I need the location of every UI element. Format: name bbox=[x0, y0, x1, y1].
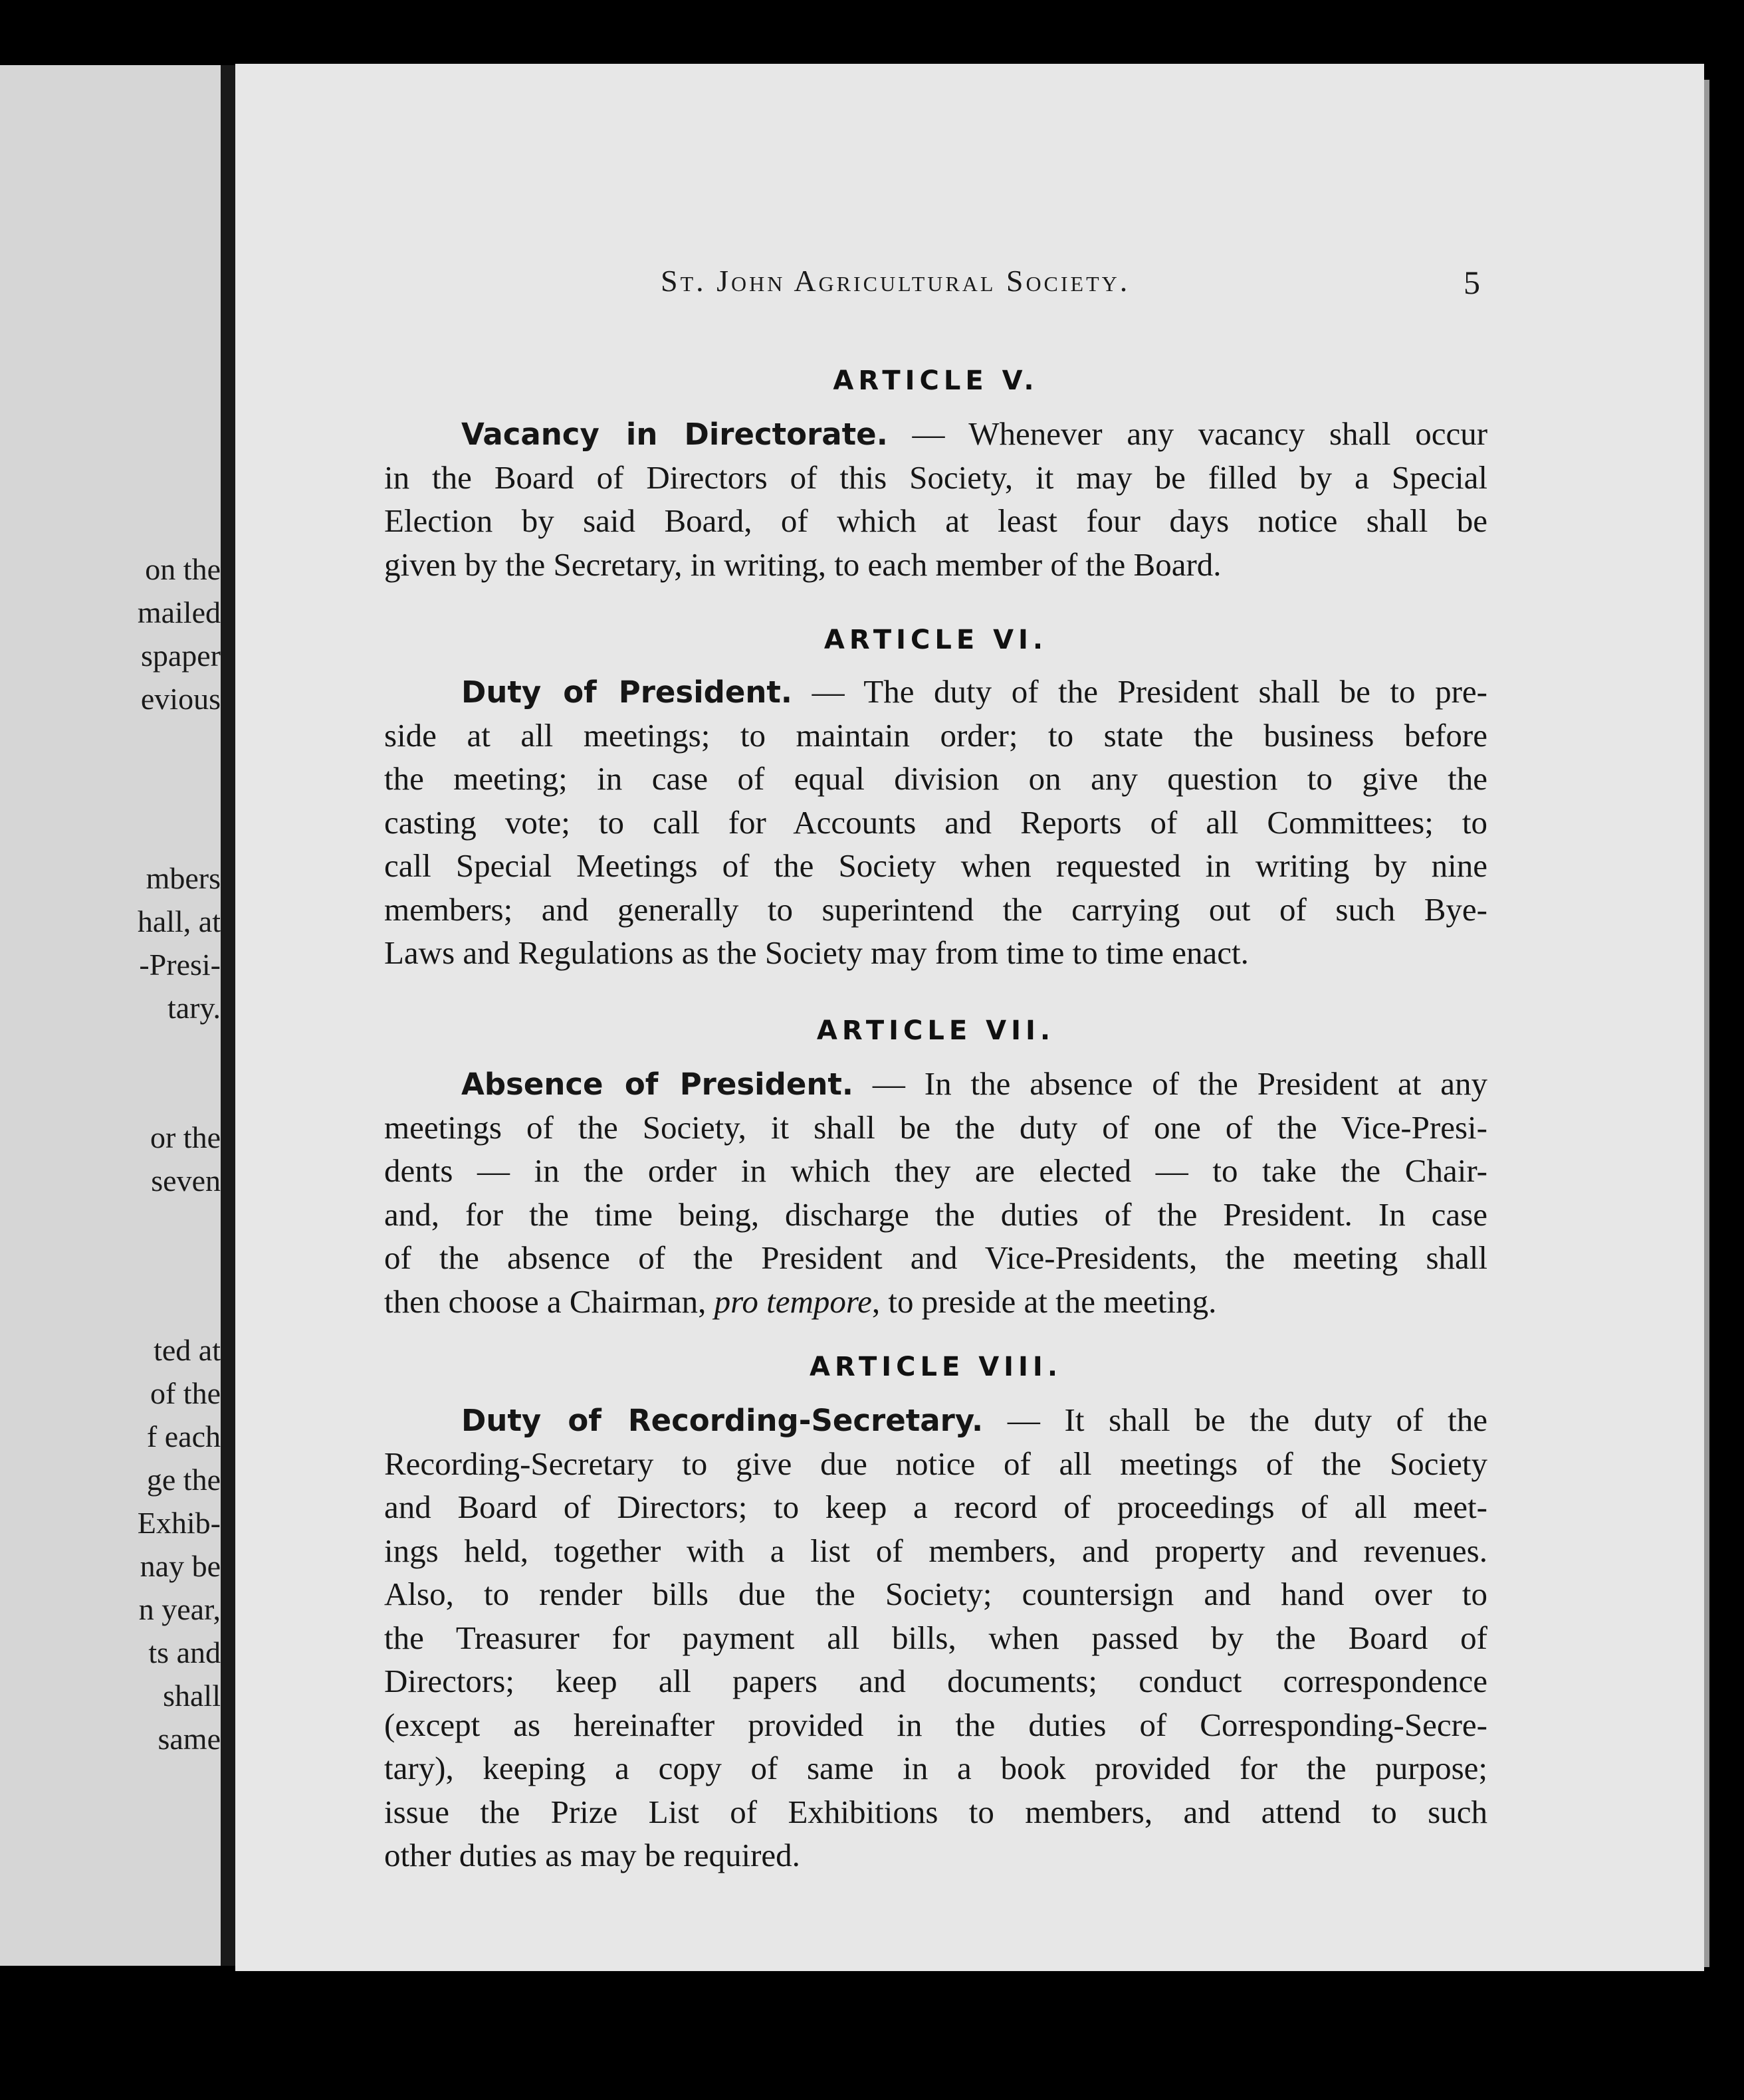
article-body bbox=[384, 412, 1487, 586]
text-line: (except as hereinafter provided in the duties of Corresponding-Secre- bbox=[384, 1706, 1487, 1743]
page-edge-shadow bbox=[1704, 80, 1709, 1967]
facing-page-line: mbers bbox=[146, 861, 221, 895]
running-head: St. John Agricultural Society. bbox=[661, 264, 1131, 298]
text-line: Recording-Secretary to give due notice of all meetings of the Society bbox=[384, 1445, 1487, 1482]
text-line: the meeting; in case of equal division on any question to give the bbox=[384, 760, 1487, 797]
book-gutter bbox=[221, 65, 235, 1966]
facing-page-line: f each bbox=[146, 1419, 221, 1453]
text-line: issue the Prize List of Exhibitions to members, and attend to such bbox=[384, 1793, 1487, 1830]
article-lead: Vacancy in Directorate. bbox=[461, 417, 888, 452]
article-body bbox=[384, 1062, 1487, 1323]
text-line: dents — in the order in which they are elected — to take the Chair- bbox=[384, 1152, 1487, 1189]
text-line: Election by said Board, of which at least four days notice shall be bbox=[384, 502, 1487, 539]
text-line: call Special Meetings of the Society when requested in writing by nine bbox=[384, 847, 1487, 884]
article-lead: Duty of President. bbox=[461, 675, 792, 710]
text-span: — It shall be the duty of the bbox=[983, 1402, 1487, 1438]
text-line: then choose a Chairman, pro tempore, to preside at the meeting. bbox=[384, 1283, 1217, 1320]
text-line: of the absence of the President and Vice-Presidents, the meeting shall bbox=[384, 1239, 1487, 1276]
article-lead: Duty of Recording-Secretary. bbox=[461, 1403, 984, 1438]
facing-page-line: n year, bbox=[138, 1592, 221, 1626]
text-line: and, for the time being, discharge the duties of the President. In case bbox=[384, 1196, 1487, 1233]
text-span: — Whenever any vacancy shall occur bbox=[887, 415, 1488, 452]
article-heading: ARTICLE VIII. bbox=[809, 1352, 1063, 1382]
text-line bbox=[384, 1062, 1487, 1106]
facing-page-line: ted at bbox=[154, 1333, 221, 1367]
text-line: casting vote; to call for Accounts and Reports of all Committees; to bbox=[384, 803, 1487, 841]
text-line: Also, to render bills due the Society; countersign and hand over to bbox=[384, 1576, 1487, 1612]
text-line: members; and generally to superintend the carrying out of such Bye- bbox=[384, 891, 1487, 928]
facing-page-line: mailed bbox=[137, 595, 221, 629]
text-line bbox=[384, 670, 1487, 714]
article-heading: ARTICLE VII. bbox=[816, 1015, 1055, 1046]
article-body bbox=[384, 670, 1487, 975]
facing-page-line: same bbox=[158, 1722, 221, 1756]
facing-page-line: ge the bbox=[146, 1463, 221, 1497]
facing-page-line: ts and bbox=[148, 1635, 221, 1669]
text-line: ings held, together with a list of members, and property and revenues. bbox=[384, 1532, 1487, 1569]
article-heading: ARTICLE VI. bbox=[823, 625, 1048, 655]
text-line: tary), keeping a copy of same in a book provided for the purpose; bbox=[384, 1750, 1487, 1786]
facing-page-line: shall bbox=[163, 1679, 221, 1713]
text-span: — In the absence of the President at any bbox=[853, 1065, 1487, 1102]
article-body bbox=[384, 1398, 1487, 1877]
facing-page-fragment bbox=[0, 65, 221, 1966]
text-span: — The duty of the President shall be to pre- bbox=[792, 673, 1487, 710]
facing-page-line: or the bbox=[150, 1120, 221, 1154]
text-line: other duties as may be required. bbox=[384, 1837, 800, 1873]
facing-page-line: hall, at bbox=[137, 904, 221, 938]
text-line: and Board of Directors; to keep a record of proceedings of all meet- bbox=[384, 1489, 1487, 1525]
facing-page-line: evious bbox=[140, 682, 221, 716]
facing-page-line: Exhib- bbox=[137, 1506, 221, 1540]
facing-page-line: on the bbox=[145, 552, 221, 586]
facing-page-line: -Presi- bbox=[139, 948, 221, 982]
text-line: meetings of the Society, it shall be the duty of one of the Vice-Presi- bbox=[384, 1108, 1487, 1146]
article-heading: ARTICLE V. bbox=[833, 366, 1039, 396]
text-line: side at all meetings; to maintain order; to state the business before bbox=[384, 716, 1487, 754]
text-line: given by the Secretary, in writing, to each member of the Board. bbox=[384, 546, 1222, 583]
facing-page-line: nay be bbox=[140, 1549, 221, 1583]
facing-page-line: tary. bbox=[167, 991, 221, 1025]
page-number: 5 bbox=[1464, 264, 1480, 301]
text-line bbox=[384, 1398, 1487, 1442]
facing-page-line: seven bbox=[151, 1164, 221, 1198]
facing-page-line: of the bbox=[150, 1376, 221, 1410]
text-line: the Treasurer for payment all bills, when passed by the Board of bbox=[384, 1619, 1487, 1656]
facing-page-line: spaper bbox=[140, 639, 221, 673]
text-line: Laws and Regulations as the Society may from time to time enact. bbox=[384, 934, 1249, 971]
text-line bbox=[384, 412, 1487, 456]
text-line: in the Board of Directors of this Society, it may be filled by a Special bbox=[384, 459, 1487, 496]
text-line: Directors; keep all papers and documents; conduct correspondence bbox=[384, 1663, 1487, 1699]
article-lead: Absence of President. bbox=[461, 1067, 853, 1102]
